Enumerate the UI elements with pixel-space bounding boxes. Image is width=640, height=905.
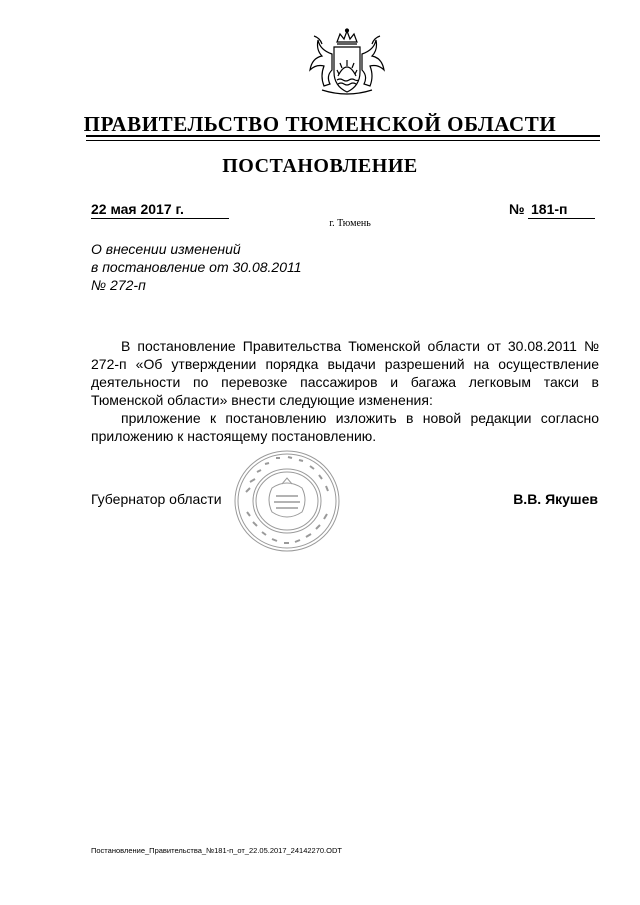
coat-of-arms-icon <box>304 28 390 98</box>
government-title: ПРАВИТЕЛЬСТВО ТЮМЕНСКОЙ ОБЛАСТИ <box>83 112 557 136</box>
official-seal-icon <box>232 448 342 554</box>
subject-line: О внесении изменений <box>91 241 241 257</box>
subject-line: № 272-п <box>91 277 146 293</box>
footer-filename: Постановление_Правительства_№181-п_от_22.05.2017_24142270.ODT <box>91 846 342 855</box>
header-rule-thick <box>86 135 600 137</box>
subject-line: в постановление от 30.08.2011 <box>91 259 302 275</box>
document-number: 181-п <box>528 201 595 219</box>
number-sign: № <box>509 201 525 217</box>
document-subject <box>91 240 411 294</box>
header-rule-thin <box>86 140 600 141</box>
body-paragraph: приложение к постановлению изложить в новой редакции согласно приложению к настоящему постановлению. <box>91 410 599 444</box>
body-paragraph: В постановление Правительства Тюменской области от 30.08.2011 № 272-п «Об утверждении порядка выдачи разрешений на осуществление деятельности по перевозке пассажиров и багажа легковым такси в Тюменской области» внести следующие изменения: <box>91 338 599 408</box>
city-name: г. Тюмень <box>329 218 371 229</box>
signatory-position: Губернатор области <box>91 491 222 507</box>
document-type-title: ПОСТАНОВЛЕНИЕ <box>222 155 418 177</box>
document-date: 22 мая 2017 г. <box>91 201 229 219</box>
signatory-name: В.В. Якушев <box>513 491 598 507</box>
